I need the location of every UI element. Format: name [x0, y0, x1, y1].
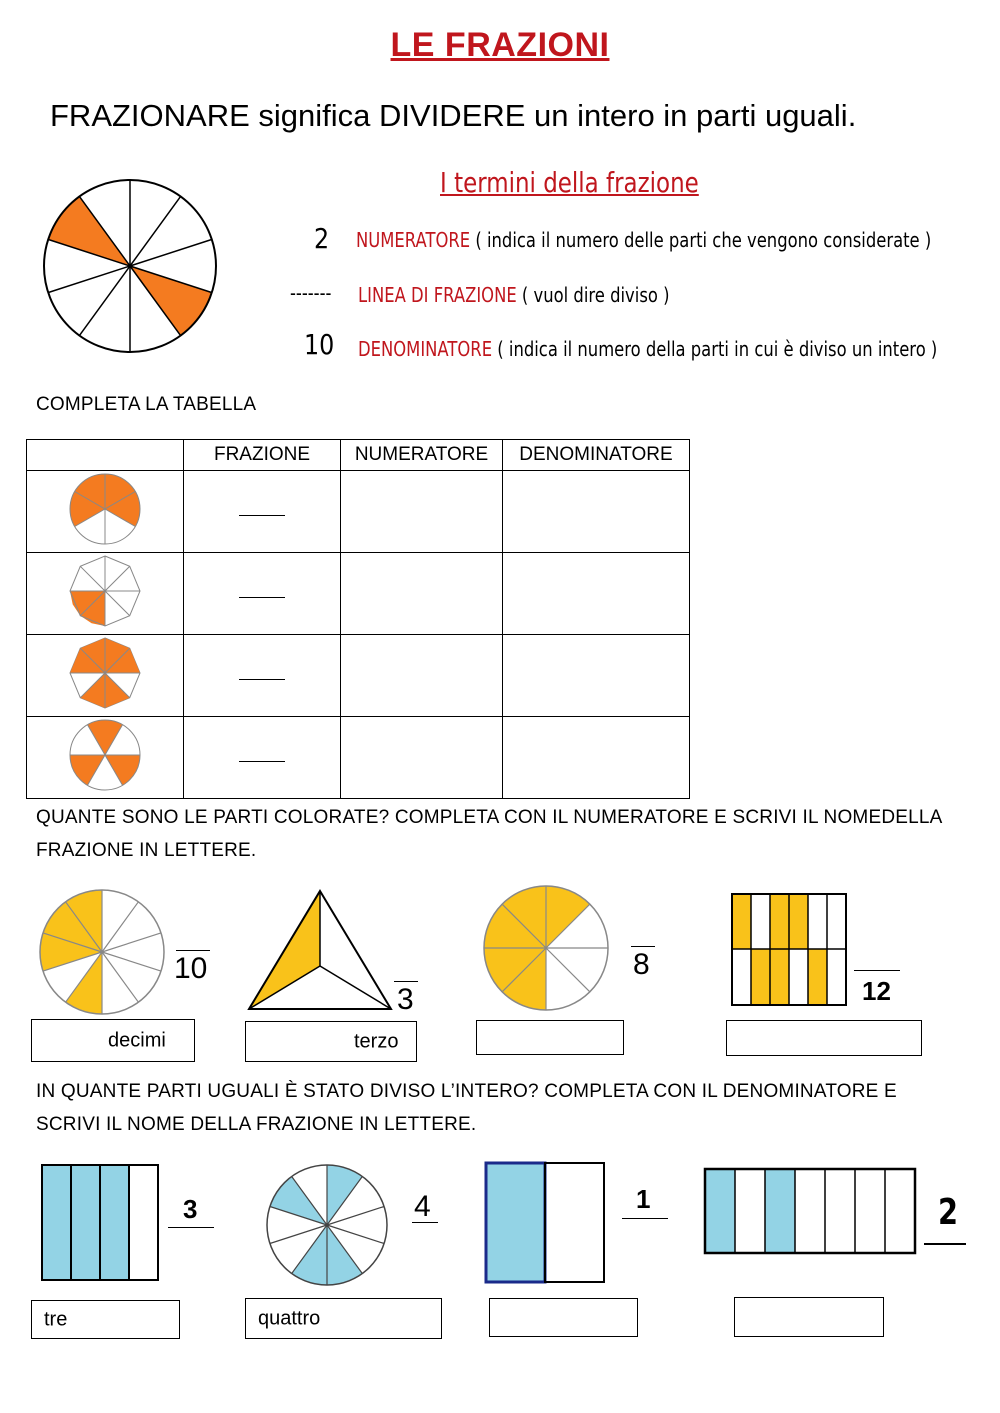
ex2-fraction-line-3	[622, 1218, 668, 1219]
numerator-row	[356, 228, 931, 252]
example-pie-diagram	[40, 178, 220, 358]
ex2-numerator-3: 1	[636, 1184, 651, 1214]
fraction-line-symbol: -------	[290, 281, 332, 305]
fraction-line-label: LINEA DI FRAZIONE	[358, 283, 517, 307]
shape-cell	[27, 553, 184, 635]
header-frazione: FRAZIONE	[184, 440, 341, 471]
numerator-cell[interactable]	[341, 635, 503, 717]
ex2-fraction-line-2	[412, 1222, 438, 1223]
numerator-cell[interactable]	[341, 717, 503, 799]
exercise2-instruction	[36, 1075, 897, 1141]
octagon-8-parts-6-colored	[67, 635, 143, 711]
numerator-label: NUMERATORE	[356, 228, 471, 252]
denominator-label: DENOMINATORE	[358, 337, 493, 361]
denominator-cell[interactable]	[503, 635, 690, 717]
terms-heading: I termini della frazione	[440, 166, 699, 199]
header-denominatore: DENOMINATORE	[503, 440, 690, 471]
ex1-denominator-3: 8	[633, 948, 650, 981]
fraction-cell[interactable]	[184, 471, 341, 553]
ex1-fraction-line-4	[854, 970, 900, 971]
ex1-answer-box-3[interactable]	[476, 1020, 624, 1055]
ex1-fraction-line-1	[176, 950, 210, 951]
ex2-answer-box-2[interactable]	[245, 1298, 442, 1339]
ex2-answer-box-4[interactable]	[734, 1297, 884, 1337]
denominator-value: 10	[304, 328, 335, 361]
denominator-cell[interactable]	[503, 471, 690, 553]
ex1-denominator-1: 10	[174, 952, 208, 985]
table-row	[27, 471, 690, 553]
intro-text: FRAZIONARE significa DIVIDERE un intero in parti uguali.	[50, 98, 857, 133]
pie-6-parts-3-colored	[67, 717, 143, 793]
blue-bar-8-parts	[702, 1165, 918, 1257]
yellow-pie-10-parts	[38, 888, 166, 1016]
exercise2-instruction-line1: IN QUANTE PARTI UGUALI È STATO DIVISO L’INTERO? COMPLETA CON IL DENOMINATORE E	[36, 1081, 897, 1102]
fraction-blank-line	[239, 514, 285, 516]
fraction-line-desc: ( vuol dire diviso )	[521, 283, 670, 307]
pie-6-parts-4-colored	[67, 471, 143, 547]
blue-rect-2-parts	[484, 1161, 608, 1285]
ex2-fraction-line-1	[168, 1227, 214, 1228]
denominator-row	[358, 337, 937, 361]
ex2-answer-text-1: tre	[44, 1308, 68, 1330]
yellow-triangle-3-parts	[246, 888, 394, 1014]
ex1-answer-box-1[interactable]	[31, 1019, 195, 1062]
fraction-blank-line	[239, 678, 285, 680]
shape-cell	[27, 717, 184, 799]
denominator-desc: ( indica il numero della parti in cui è diviso un intero )	[497, 337, 938, 361]
page-title: LE FRAZIONI	[390, 26, 610, 64]
ex1-answer-box-4[interactable]	[726, 1020, 922, 1056]
numerator-value: 2	[314, 222, 330, 255]
ex2-numerator-2: 4	[414, 1190, 431, 1223]
denominator-cell[interactable]	[503, 717, 690, 799]
exercise2-instruction-line2: SCRIVI IL NOME DELLA FRAZIONE IN LETTERE.	[36, 1114, 477, 1135]
ex1-answer-text-1: decimi	[108, 1029, 166, 1051]
table-row	[27, 635, 690, 717]
exercise1-instruction	[36, 801, 943, 867]
yellow-grid-12-parts	[730, 892, 850, 1008]
table-row	[27, 553, 690, 635]
ex1-answer-box-2[interactable]	[245, 1021, 417, 1062]
shape-cell	[27, 635, 184, 717]
ex1-fraction-line-3	[631, 946, 655, 947]
exercise1-instruction-line2: FRAZIONE IN LETTERE.	[36, 840, 257, 861]
table-row	[27, 717, 690, 799]
blue-bar-4-parts	[40, 1163, 160, 1283]
yellow-pie-8-parts	[482, 884, 610, 1012]
numerator-cell[interactable]	[341, 553, 503, 635]
ex2-numerator-1: 3	[183, 1194, 198, 1224]
ex2-answer-text-2: quattro	[258, 1307, 321, 1329]
fraction-table	[26, 439, 690, 799]
octagon-8-parts-2-colored	[67, 553, 143, 629]
ex1-denominator-4: 12	[862, 976, 891, 1006]
numerator-desc: ( indica il numero delle parti che vengono considerate )	[475, 228, 932, 252]
exercise1-instruction-line1: QUANTE SONO LE PARTI COLORATE? COMPLETA CON IL NUMERATORE E SCRIVI IL NOMEDELLA	[36, 807, 943, 828]
numerator-cell[interactable]	[341, 471, 503, 553]
shape-cell	[27, 471, 184, 553]
ex2-answer-box-3[interactable]	[489, 1298, 638, 1337]
blue-pie-10-parts	[264, 1162, 392, 1288]
fraction-blank-line	[239, 760, 285, 762]
fraction-line-row	[358, 283, 670, 307]
fraction-cell[interactable]	[184, 635, 341, 717]
header-empty	[27, 440, 184, 471]
ex1-answer-text-2: terzo	[354, 1030, 399, 1052]
fraction-cell[interactable]	[184, 717, 341, 799]
header-numeratore: NUMERATORE	[341, 440, 503, 471]
ex1-denominator-2: 3	[397, 983, 414, 1016]
fraction-cell[interactable]	[184, 553, 341, 635]
table-instruction: COMPLETA LA TABELLA	[36, 394, 257, 415]
denominator-cell[interactable]	[503, 553, 690, 635]
ex2-fraction-line-4	[924, 1243, 966, 1245]
table-header-row	[27, 440, 690, 471]
ex2-answer-box-1[interactable]	[31, 1300, 180, 1339]
fraction-blank-line	[239, 596, 285, 598]
ex2-numerator-4: 2	[938, 1192, 959, 1233]
ex1-fraction-line-2	[394, 981, 418, 982]
